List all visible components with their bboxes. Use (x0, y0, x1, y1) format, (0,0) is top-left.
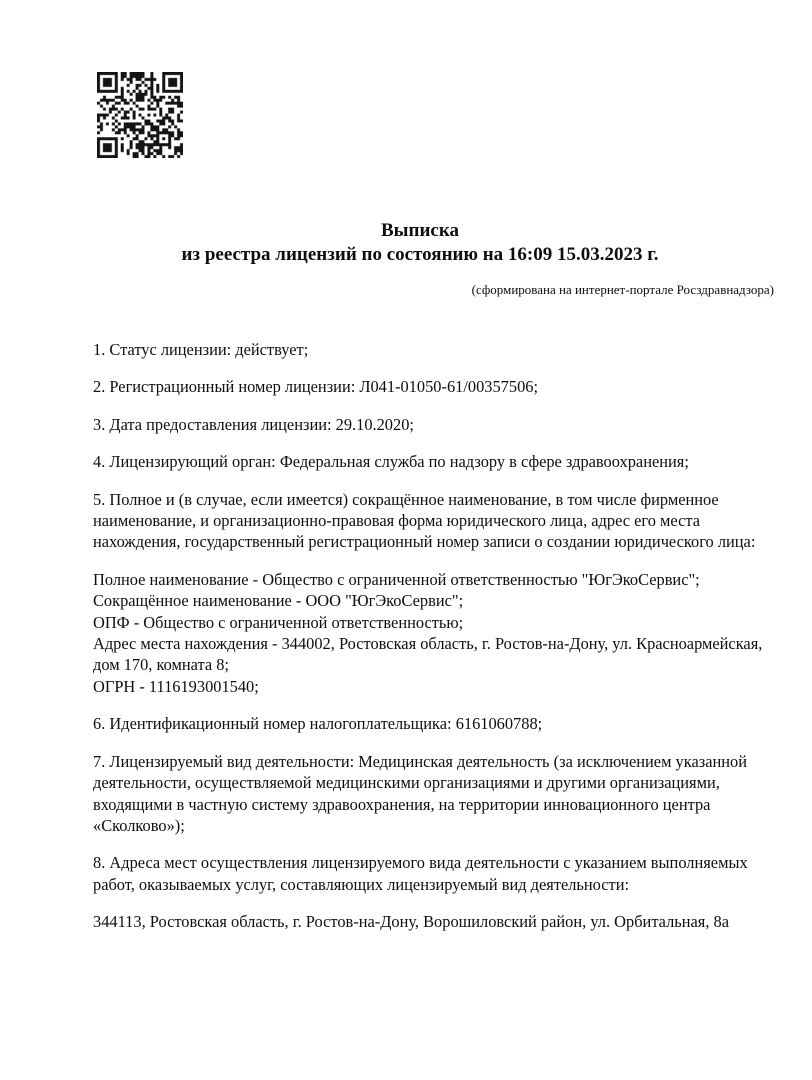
text-line: 3. Дата предоставления лицензии: 29.10.2020; (93, 414, 414, 434)
paragraph-entity-intro (93, 489, 793, 553)
text-line: 2. Регистрационный номер лицензии: Л041-01050-61/00357506; (93, 377, 539, 397)
text-line: 6. Идентификационный номер налогоплательщика: 6161060788; (93, 714, 543, 734)
text-line: Сокращённое наименование - ООО "ЮгЭкоСервис"; (93, 591, 464, 611)
document-body (93, 339, 793, 949)
text-line: нахождения, государственный регистрационный номер записи о создании юридического лица: (93, 532, 756, 552)
text-line: работ, оказываемых услуг, составляющих лицензируемый вид деятельности: (93, 874, 630, 894)
text-line: ОГРН - 1116193001540; (93, 676, 259, 696)
paragraph-registration-number (93, 376, 793, 397)
paragraph-activity-address (93, 911, 793, 932)
paragraph-licensed-activity (93, 751, 793, 837)
paragraph-licensing-authority (93, 451, 793, 472)
paragraph-license-status (93, 339, 793, 360)
text-line: деятельности, осуществляемой медицинскими организациями и другими организациями, (93, 773, 720, 793)
document-subtitle: (сформирована на интернет-портале Росздравнадзора) (471, 282, 774, 297)
text-line: ОПФ - Общество с ограниченной ответственностью; (93, 612, 464, 632)
text-line: «Сколково»); (93, 815, 185, 835)
text-line: Адрес места нахождения - 344002, Ростовская область, г. Ростов-на-Дону, ул. Красноармейская, (93, 634, 763, 654)
text-line: 1. Статус лицензии: действует; (93, 340, 309, 359)
text-line: 5. Полное и (в случае, если имеется) сокращённое наименование, в том числе фирменное (93, 489, 719, 509)
text-line: Полное наименование - Общество с ограниченной ответственностью "ЮгЭкоСервис"; (93, 569, 700, 589)
document-title (93, 219, 747, 266)
title-line-2: из реестра лицензий по состоянию на 16:09 15.03.2023 г. (181, 243, 659, 265)
text-line: 344113, Ростовская область, г. Ростов-на-Дону, Ворошиловский район, ул. Орбитальная, 8а (93, 912, 730, 932)
paragraph-activity-addresses-intro (93, 852, 793, 895)
text-line: 8. Адреса мест осуществления лицензируемого вида деятельности с указанием выполняемых (93, 853, 748, 873)
text-line: входящими в частную систему здравоохранения, на территории инновационного центра (93, 794, 711, 814)
text-line: наименование, и организационно-правовая форма юридического лица, адрес его места (93, 511, 700, 531)
qr-code-icon (97, 72, 183, 158)
text-line: 7. Лицензируемый вид деятельности: Медицинская деятельность (за исключением указанной (93, 751, 747, 771)
title-line-1: Выписка (381, 220, 459, 241)
paragraph-entity-details (93, 569, 793, 697)
paragraph-grant-date (93, 414, 793, 435)
paragraph-taxpayer-number (93, 713, 793, 734)
text-line: дом 170, комната 8; (93, 655, 229, 675)
text-line: 4. Лицензирующий орган: Федеральная служба по надзору в сфере здравоохранения; (93, 452, 689, 472)
